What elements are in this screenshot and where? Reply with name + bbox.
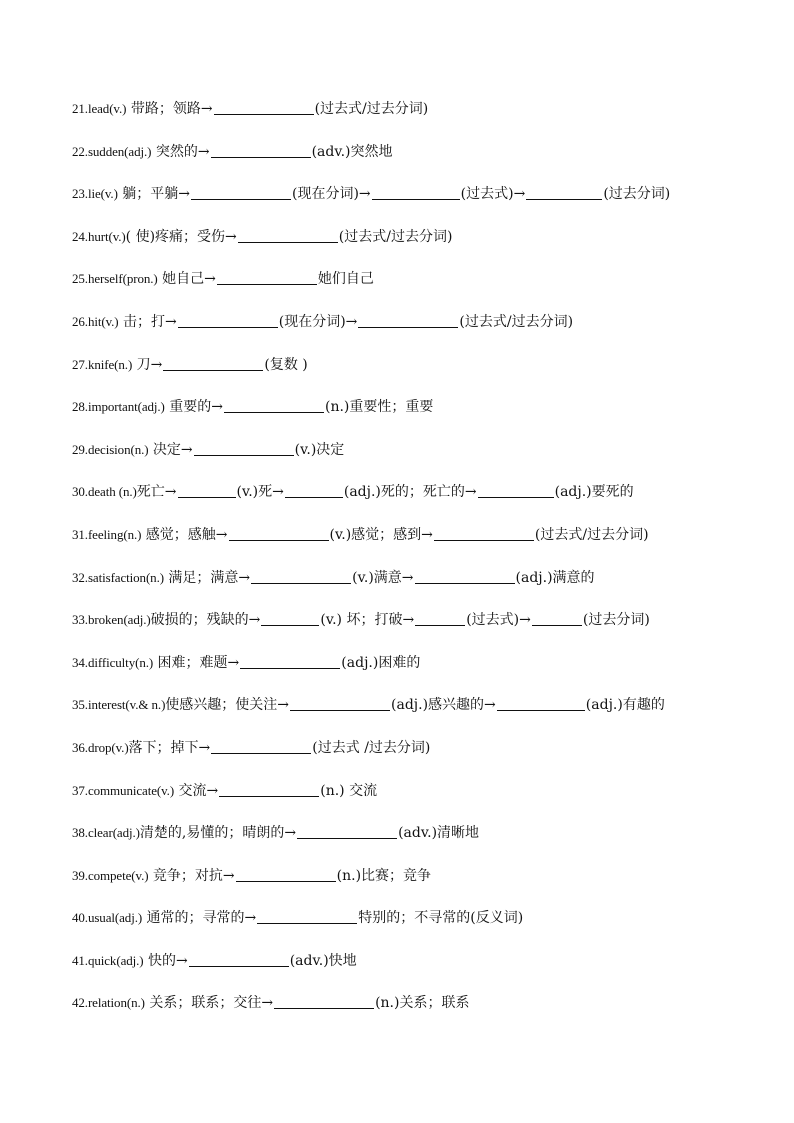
item-number: 31. [72, 526, 88, 542]
item-word: knife(n.) [87, 356, 133, 372]
item-word: lead(v.) [87, 101, 127, 116]
item-hint: (n.)关系；联系 [375, 995, 470, 1012]
item-meaning: 她自己→ [157, 271, 216, 288]
item-hint: (adv.)清晰地 [398, 825, 480, 842]
item-hint: (过去分词) [603, 186, 671, 203]
item-hint: (过去式/过去分词) [459, 313, 574, 330]
item-word: relation(n.) [87, 995, 145, 1011]
exercise-item [72, 98, 772, 141]
exercise-item [72, 865, 772, 908]
item-hint: (adv.)突然地 [311, 143, 393, 160]
item-hint: (adj.)死的；死亡的→ [343, 484, 477, 501]
answer-blank[interactable] [261, 609, 319, 626]
item-number: 37. [72, 782, 88, 798]
answer-blank[interactable] [358, 311, 458, 328]
answer-blank[interactable] [478, 481, 554, 498]
item-number: 39. [72, 867, 88, 883]
answer-blank[interactable] [189, 950, 289, 967]
exercise-item [72, 524, 772, 567]
exercise-item [72, 992, 772, 1035]
item-meaning: 关系；联系；交往→ [144, 995, 274, 1012]
item-word: herself(pron.) [87, 271, 158, 287]
exercise-item [72, 311, 772, 354]
exercise-item [72, 567, 772, 610]
item-hint: (现在分词)→ [278, 313, 358, 330]
item-number: 33. [72, 612, 88, 628]
answer-blank[interactable] [497, 694, 585, 711]
item-meaning: 使感兴趣；使关注→ [165, 697, 290, 714]
item-word: death (n.) [87, 484, 137, 500]
exercise-item [72, 780, 772, 823]
answer-blank[interactable] [526, 183, 602, 200]
item-word: decision(n.) [87, 441, 149, 457]
item-number: 24. [72, 228, 88, 244]
item-meaning: 躺；平躺→ [117, 186, 190, 203]
item-hint: (过去式)→ [466, 612, 531, 629]
item-meaning: 交流→ [174, 782, 219, 799]
item-hint: (adj.)感兴趣的→ [391, 697, 496, 714]
item-hint: (v.)死→ [236, 484, 284, 501]
item-hint: (过去式 /过去分词) [312, 739, 431, 756]
item-hint: (adj.)满意的 [515, 569, 595, 586]
exercise-item [72, 907, 772, 950]
item-meaning: 刀→ [132, 356, 163, 373]
item-hint: (adv.)快地 [289, 952, 357, 969]
answer-blank[interactable] [178, 481, 236, 498]
item-meaning: 破损的；残缺的→ [150, 612, 261, 629]
item-number: 34. [72, 654, 88, 670]
item-number: 32. [72, 569, 88, 585]
item-number: 28. [72, 399, 88, 415]
item-meaning: 通常的；寻常的→ [142, 910, 257, 927]
answer-blank[interactable] [219, 780, 319, 797]
item-number: 29. [72, 441, 88, 457]
item-hint: (过去式/过去分词) [338, 228, 453, 245]
item-word: hit(v.) [87, 313, 119, 329]
item-meaning: 死亡→ [136, 484, 177, 501]
item-hint: (过去分词) [582, 612, 650, 629]
item-hint: (复数 ) [264, 356, 308, 373]
item-word: feeling(n.) [87, 526, 142, 542]
answer-blank[interactable] [191, 183, 291, 200]
item-word: quick(adj.) [87, 952, 144, 968]
exercise-item [72, 481, 772, 524]
answer-blank[interactable] [236, 865, 336, 882]
item-hint: (v.)感觉；感到→ [329, 526, 433, 543]
answer-blank[interactable] [372, 183, 460, 200]
item-hint: (n.) 交流 [320, 782, 378, 799]
answer-blank[interactable] [211, 141, 311, 158]
item-hint: (adj.)要死的 [554, 484, 634, 501]
answer-blank[interactable] [285, 481, 343, 498]
item-meaning: 竞争；对抗→ [148, 867, 235, 884]
item-number: 35. [72, 697, 88, 713]
exercise-item [72, 822, 772, 865]
item-number: 30. [72, 484, 88, 500]
item-word: sudden(adj.) [87, 143, 152, 159]
answer-blank[interactable] [290, 694, 390, 711]
item-hint: 特别的；不寻常的(反义词) [358, 910, 524, 927]
exercise-item [72, 737, 772, 780]
item-number: 42. [72, 995, 88, 1011]
item-word: communicate(v.) [87, 782, 175, 798]
exercise-item [72, 354, 772, 397]
exercise-item [72, 396, 772, 439]
item-meaning: 决定→ [148, 441, 193, 458]
answer-blank[interactable] [229, 524, 329, 541]
vocabulary-exercise-list [72, 98, 772, 1035]
answer-blank[interactable] [217, 268, 317, 285]
item-word: satisfaction(n.) [87, 569, 164, 585]
item-word: lie(v.) [87, 186, 118, 202]
item-meaning: 困难；难题→ [153, 654, 240, 671]
answer-blank[interactable] [194, 439, 294, 456]
item-hint: (现在分词)→ [292, 186, 371, 203]
item-word: difficulty(n.) [87, 654, 154, 670]
item-hint: (过去式/过去分词) [534, 526, 649, 543]
answer-blank[interactable] [178, 311, 278, 328]
item-word: drop(v.) [87, 739, 129, 755]
item-word: broken(adj.) [87, 612, 151, 628]
item-number: 26. [72, 313, 88, 329]
exercise-item [72, 226, 772, 269]
item-number: 36. [72, 739, 88, 755]
exercise-item [72, 609, 772, 652]
answer-blank[interactable] [211, 737, 311, 754]
exercise-item [72, 439, 772, 482]
item-number: 21. [72, 101, 88, 116]
exercise-item [72, 652, 772, 695]
item-hint: (v.)决定 [294, 441, 345, 458]
exercise-item [72, 268, 772, 311]
answer-blank[interactable] [238, 226, 338, 243]
exercise-item [72, 950, 772, 993]
item-meaning: 落下；掉下→ [128, 739, 211, 756]
item-word: hurt(v.) [87, 228, 126, 244]
item-hint: (n.)重要性；重要 [324, 399, 434, 416]
item-hint: (adj.)有趣的 [585, 697, 665, 714]
exercise-item [72, 183, 772, 226]
item-number: 40. [72, 910, 88, 926]
item-meaning: 快的→ [143, 952, 188, 969]
item-meaning: 带路；领路→ [126, 101, 213, 117]
item-meaning: ( 使)疼痛；受伤→ [125, 228, 237, 245]
item-number: 25. [72, 271, 88, 287]
answer-blank[interactable] [163, 354, 263, 371]
item-hint: (过去式)→ [460, 186, 526, 203]
answer-blank[interactable] [224, 396, 324, 413]
item-hint: (过去式/过去分词) [314, 101, 429, 117]
item-number: 22. [72, 143, 88, 159]
answer-blank[interactable] [214, 98, 314, 115]
item-number: 27. [72, 356, 88, 372]
item-hint: (v.) 坏；打破→ [320, 612, 415, 629]
answer-blank[interactable] [415, 609, 465, 626]
item-meaning: 满足；满意→ [163, 569, 251, 586]
answer-blank[interactable] [257, 907, 357, 924]
item-word: compete(v.) [87, 867, 149, 883]
item-meaning: 重要的→ [164, 399, 223, 416]
answer-blank[interactable] [251, 567, 351, 584]
item-word: usual(adj.) [87, 910, 143, 926]
answer-blank[interactable] [415, 567, 515, 584]
item-meaning: 清楚的,易懂的；晴朗的→ [139, 825, 297, 842]
item-meaning: 突然的→ [151, 143, 210, 160]
answer-blank[interactable] [434, 524, 534, 541]
exercise-item [72, 694, 772, 737]
item-hint: (v.)满意→ [352, 569, 414, 586]
exercise-item [72, 141, 772, 184]
item-number: 23. [72, 186, 88, 202]
item-number: 38. [72, 825, 88, 841]
item-word: clear(adj.) [87, 825, 140, 841]
answer-blank[interactable] [532, 609, 582, 626]
item-meaning: 击；打→ [118, 313, 177, 330]
item-hint: (adj.)困难的 [341, 654, 421, 671]
answer-blank[interactable] [240, 652, 340, 669]
item-number: 41. [72, 952, 88, 968]
item-hint: 她们自己 [317, 271, 374, 288]
answer-blank[interactable] [297, 822, 397, 839]
answer-blank[interactable] [274, 992, 374, 1009]
item-word: interest(v.& n.) [87, 697, 166, 713]
item-meaning: 感觉；感触→ [141, 526, 228, 543]
item-word: important(adj.) [87, 399, 165, 415]
item-hint: (n.)比赛；竞争 [336, 867, 432, 884]
